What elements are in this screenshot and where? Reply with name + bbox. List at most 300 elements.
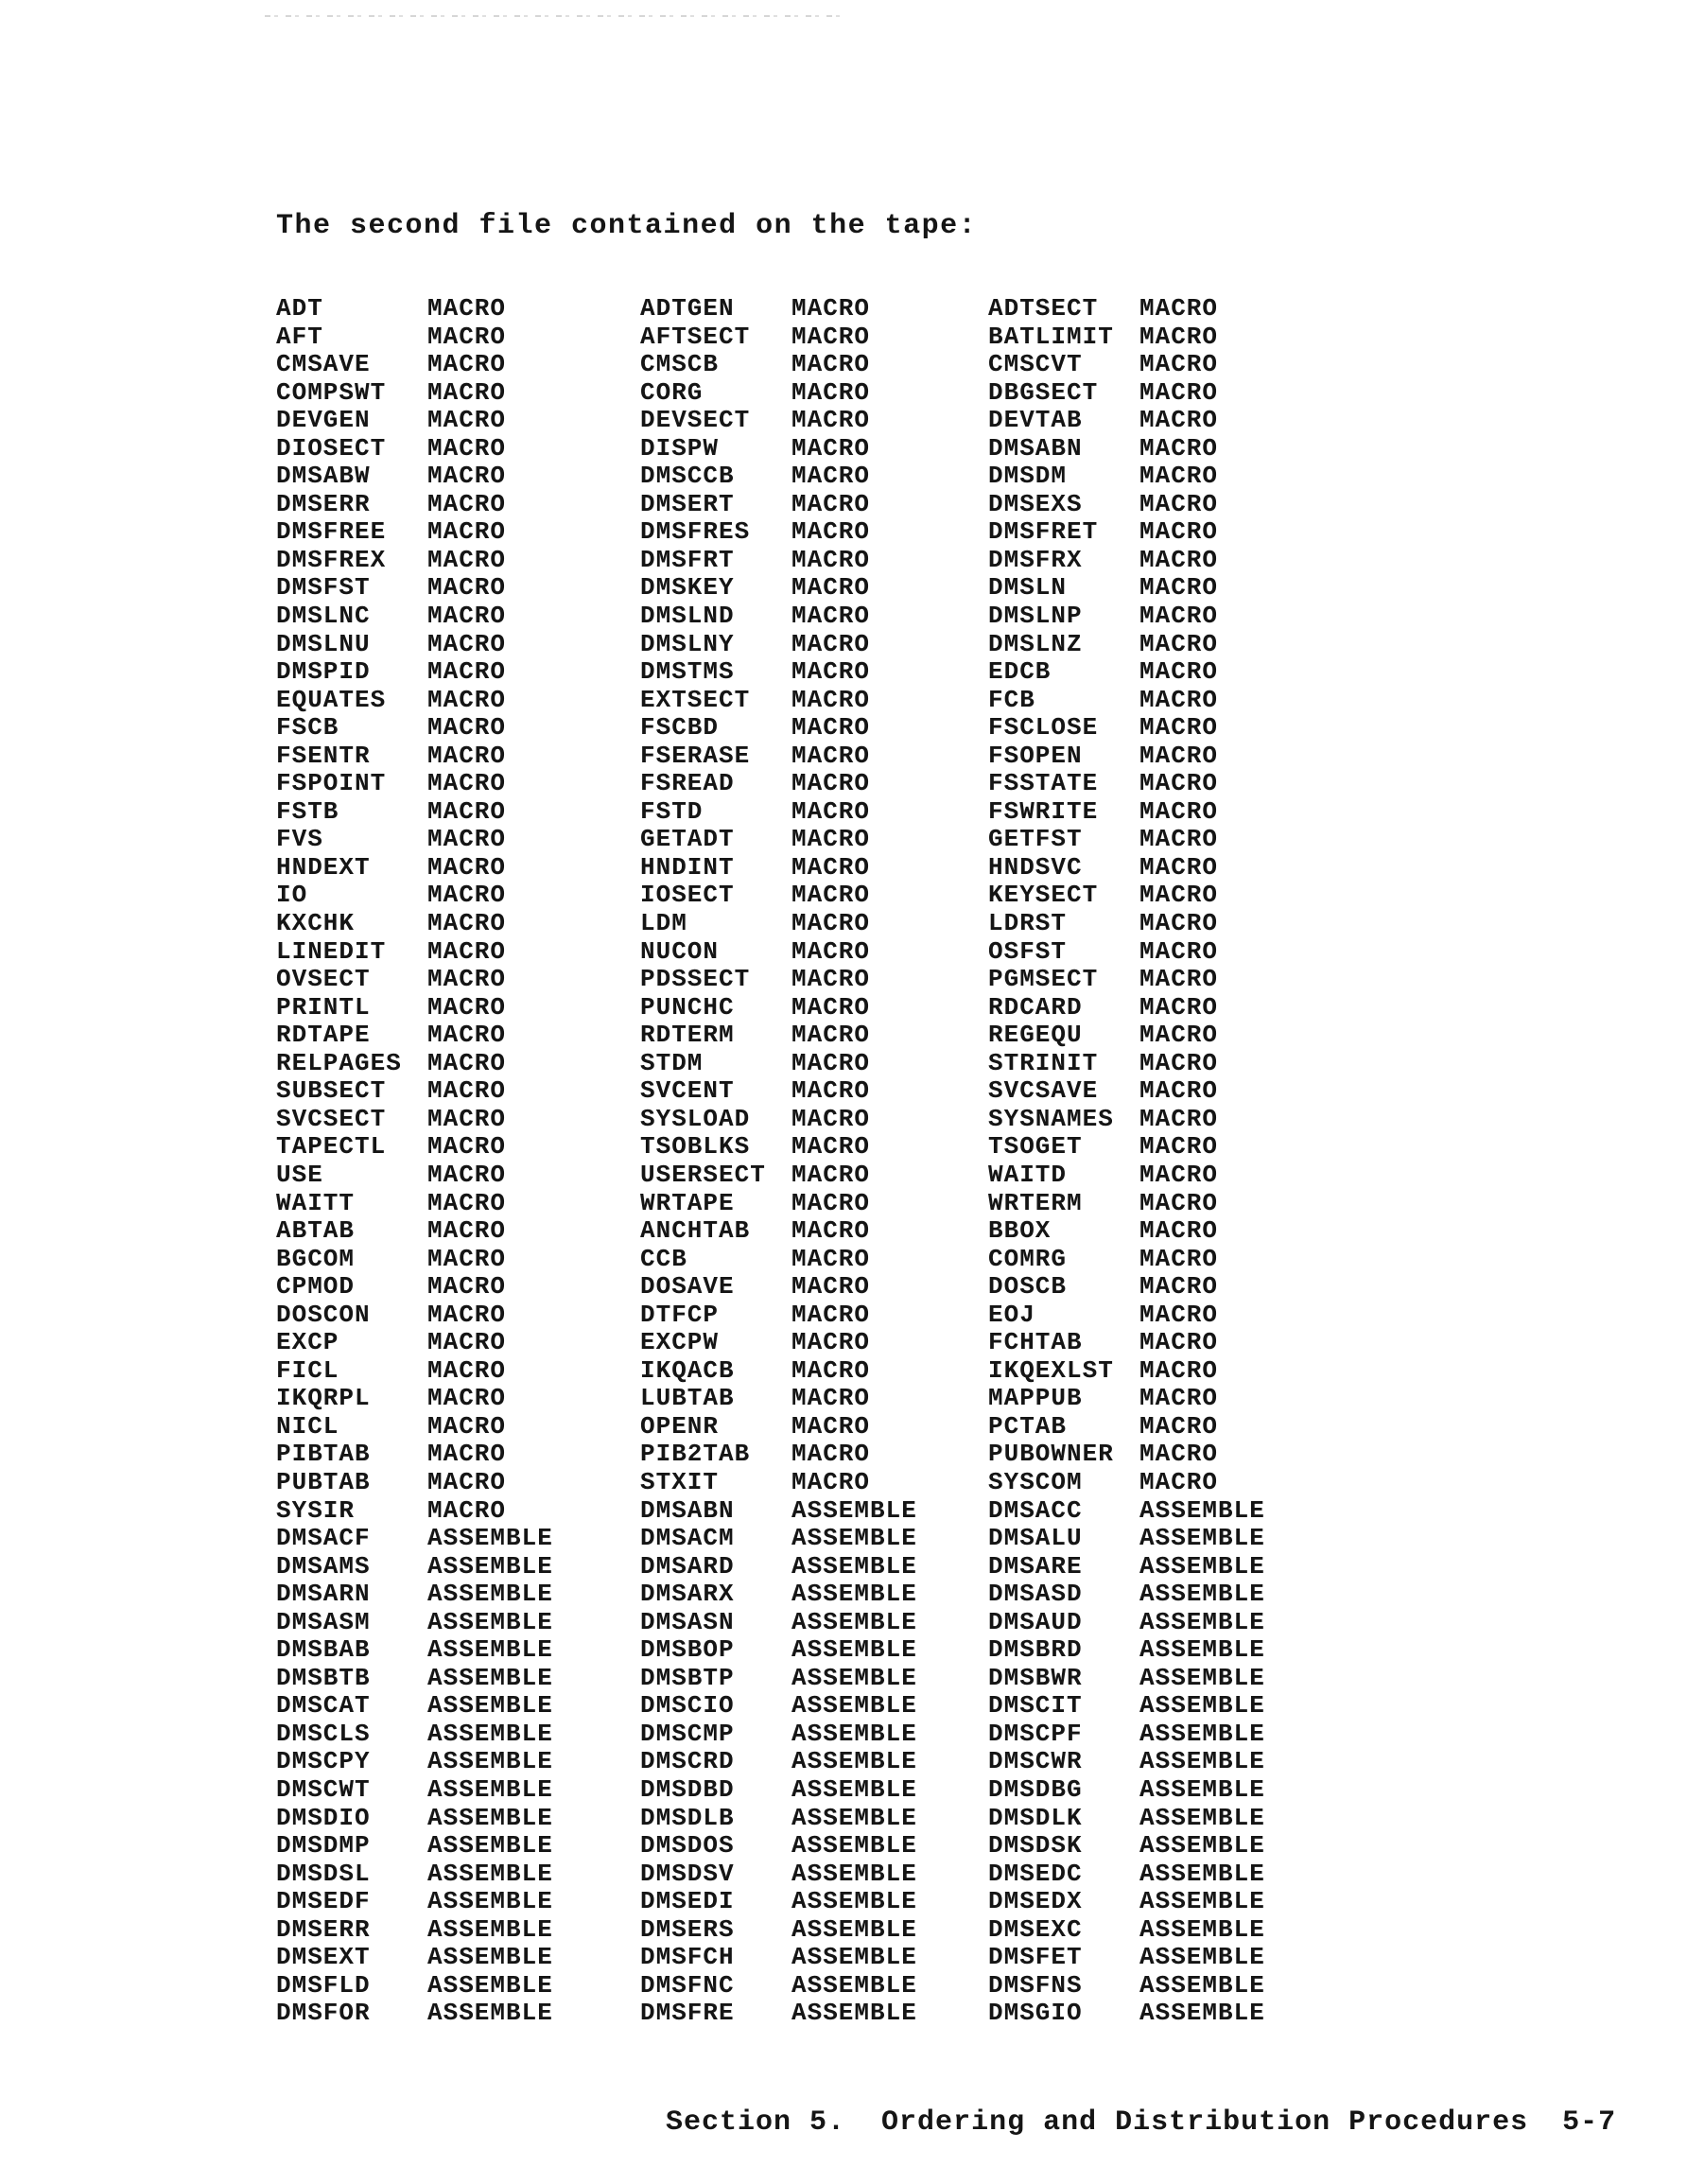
- file-type-cell: MACRO: [791, 1160, 871, 1189]
- file-name-cell: CPMOD: [276, 1272, 356, 1302]
- file-type-cell: MACRO: [427, 1328, 507, 1357]
- file-name-cell: DMSCMP: [640, 1719, 735, 1748]
- file-name-cell: EDCB: [988, 657, 1052, 687]
- file-name-cell: DBGSECT: [988, 377, 1099, 407]
- file-name-cell: DMSTMS: [640, 657, 735, 687]
- file-type-cell: MACRO: [1139, 1104, 1219, 1133]
- file-name-cell: SYSLOAD: [640, 1104, 751, 1133]
- file-type-cell: ASSEMBLE: [791, 1859, 917, 1888]
- file-name-cell: PUNCHC: [640, 992, 735, 1022]
- file-type-cell: MACRO: [791, 852, 871, 882]
- file-name-cell: DMSDMP: [276, 1831, 371, 1861]
- file-type-cell: MACRO: [427, 489, 507, 518]
- file-type-cell: ASSEMBLE: [427, 1970, 553, 2000]
- file-name-cell: TSOBLKS: [640, 1132, 751, 1162]
- file-name-cell: BATLIMIT: [988, 322, 1114, 351]
- file-type-cell: MACRO: [1139, 881, 1219, 910]
- file-type-cell: MACRO: [791, 769, 871, 798]
- file-type-cell: ASSEMBLE: [427, 1691, 553, 1721]
- file-name-cell: FSENTR: [276, 741, 371, 770]
- file-name-cell: DMSFNC: [640, 1970, 735, 2000]
- file-listing-table: [276, 295, 1316, 2028]
- file-name-cell: KXCHK: [276, 909, 356, 938]
- file-name-cell: DMSDLK: [988, 1803, 1083, 1832]
- file-type-cell: ASSEMBLE: [427, 1747, 553, 1776]
- file-name-cell: DMSEDF: [276, 1887, 371, 1916]
- file-type-cell: MACRO: [791, 1021, 871, 1050]
- file-name-cell: DMSFST: [276, 573, 371, 603]
- file-name-cell: DMSALU: [988, 1524, 1083, 1553]
- file-type-cell: MACRO: [427, 1300, 507, 1329]
- file-type-cell: MACRO: [1139, 796, 1219, 826]
- file-name-cell: DMSKEY: [640, 573, 735, 603]
- file-name-cell: DMSEXC: [988, 1914, 1083, 1944]
- file-type-cell: MACRO: [791, 936, 871, 966]
- file-name-cell: DMSEXT: [276, 1943, 371, 1972]
- file-type-cell: MACRO: [791, 1188, 871, 1217]
- file-name-cell: DMSFCH: [640, 1943, 735, 1972]
- file-name-cell: SYSCOM: [988, 1467, 1083, 1496]
- file-name-cell: DMSLNY: [640, 629, 735, 658]
- file-type-cell: MACRO: [427, 1160, 507, 1189]
- file-name-cell: DMSDSL: [276, 1859, 371, 1888]
- file-name-cell: REGEQU: [988, 1021, 1083, 1050]
- file-type-cell: MACRO: [791, 1328, 871, 1357]
- file-name-cell: PRINTL: [276, 992, 371, 1022]
- file-type-cell: ASSEMBLE: [1139, 1970, 1265, 2000]
- file-type-cell: MACRO: [1139, 629, 1219, 658]
- file-name-cell: DMSACM: [640, 1524, 735, 1553]
- file-type-cell: ASSEMBLE: [1139, 1580, 1265, 1609]
- file-name-cell: STDM: [640, 1048, 704, 1077]
- file-name-cell: CORG: [640, 377, 704, 407]
- file-name-cell: LUBTAB: [640, 1384, 735, 1413]
- file-name-cell: DMSDLB: [640, 1803, 735, 1832]
- file-type-cell: MACRO: [1139, 462, 1219, 491]
- file-type-cell: MACRO: [1139, 294, 1219, 323]
- file-name-cell: DMSASD: [988, 1580, 1083, 1609]
- file-name-cell: DMSARE: [988, 1551, 1083, 1581]
- file-name-cell: SYSIR: [276, 1495, 356, 1525]
- file-type-cell: MACRO: [427, 1048, 507, 1077]
- file-name-cell: DMSABW: [276, 462, 371, 491]
- file-type-cell: ASSEMBLE: [791, 1774, 917, 1804]
- file-type-cell: ASSEMBLE: [1139, 1719, 1265, 1748]
- file-type-cell: MACRO: [427, 992, 507, 1022]
- file-type-cell: MACRO: [427, 1384, 507, 1413]
- file-name-cell: SVCENT: [640, 1076, 735, 1106]
- file-type-cell: ASSEMBLE: [1139, 1495, 1265, 1525]
- file-name-cell: DMSFLD: [276, 1970, 371, 2000]
- file-name-cell: IO: [276, 881, 308, 910]
- file-name-cell: DOSCON: [276, 1300, 371, 1329]
- file-name-cell: DMSFRE: [640, 1999, 735, 2028]
- footer-page-number: 5-7: [1562, 2106, 1617, 2139]
- file-name-cell: HNDINT: [640, 852, 735, 882]
- file-name-cell: OVSECT: [276, 965, 371, 994]
- file-name-cell: CCB: [640, 1244, 687, 1273]
- file-type-cell: MACRO: [427, 1021, 507, 1050]
- file-name-cell: DMSCLS: [276, 1719, 371, 1748]
- file-type-cell: MACRO: [1139, 406, 1219, 435]
- file-name-cell: CMSAVE: [276, 350, 371, 379]
- file-name-cell: EXTSECT: [640, 685, 751, 714]
- file-type-cell: MACRO: [427, 1440, 507, 1469]
- file-type-cell: ASSEMBLE: [791, 1747, 917, 1776]
- file-name-cell: RDTERM: [640, 1021, 735, 1050]
- file-type-cell: ASSEMBLE: [1139, 1803, 1265, 1832]
- file-name-cell: DMSDIO: [276, 1803, 371, 1832]
- file-type-cell: MACRO: [791, 1244, 871, 1273]
- file-name-cell: DMSABN: [988, 433, 1083, 463]
- file-type-cell: ASSEMBLE: [427, 1774, 553, 1804]
- file-type-cell: MACRO: [1139, 1467, 1219, 1496]
- file-type-cell: ASSEMBLE: [427, 1524, 553, 1553]
- file-name-cell: FSCLOSE: [988, 713, 1099, 743]
- file-type-cell: MACRO: [427, 1272, 507, 1302]
- file-type-cell: MACRO: [427, 462, 507, 491]
- file-type-cell: MACRO: [1139, 992, 1219, 1022]
- file-name-cell: DMSBOP: [640, 1635, 735, 1665]
- file-name-cell: DMSACC: [988, 1495, 1083, 1525]
- file-type-cell: MACRO: [427, 602, 507, 631]
- file-type-cell: MACRO: [427, 1076, 507, 1106]
- file-name-cell: DMSCCB: [640, 462, 735, 491]
- file-type-cell: MACRO: [1139, 573, 1219, 603]
- file-type-cell: MACRO: [427, 350, 507, 379]
- file-name-cell: DISPW: [640, 433, 720, 463]
- file-type-cell: ASSEMBLE: [427, 1831, 553, 1861]
- file-type-cell: ASSEMBLE: [1139, 1887, 1265, 1916]
- file-type-cell: ASSEMBLE: [427, 1887, 553, 1916]
- file-name-cell: EXCP: [276, 1328, 339, 1357]
- file-type-cell: ASSEMBLE: [427, 1859, 553, 1888]
- file-type-cell: MACRO: [427, 657, 507, 687]
- file-name-cell: CMSCVT: [988, 350, 1083, 379]
- file-name-cell: RDCARD: [988, 992, 1083, 1022]
- file-type-cell: MACRO: [791, 350, 871, 379]
- file-name-cell: DMSCPY: [276, 1747, 371, 1776]
- file-name-cell: DMSEDC: [988, 1859, 1083, 1888]
- file-type-cell: MACRO: [427, 852, 507, 882]
- file-type-cell: MACRO: [1139, 713, 1219, 743]
- file-name-cell: STXIT: [640, 1467, 720, 1496]
- file-name-cell: DMSFREX: [276, 545, 387, 574]
- file-type-cell: MACRO: [1139, 936, 1219, 966]
- file-name-cell: EXCPW: [640, 1328, 720, 1357]
- file-type-cell: ASSEMBLE: [791, 1887, 917, 1916]
- file-name-cell: USERSECT: [640, 1160, 766, 1189]
- file-type-cell: MACRO: [791, 573, 871, 603]
- file-type-cell: MACRO: [427, 713, 507, 743]
- file-name-cell: FSREAD: [640, 769, 735, 798]
- file-type-cell: MACRO: [427, 1216, 507, 1246]
- file-type-cell: MACRO: [427, 545, 507, 574]
- file-type-cell: MACRO: [791, 1384, 871, 1413]
- file-name-cell: DMSLNZ: [988, 629, 1083, 658]
- file-type-cell: MACRO: [791, 433, 871, 463]
- file-type-cell: MACRO: [427, 629, 507, 658]
- file-name-cell: DMSPID: [276, 657, 371, 687]
- file-name-cell: DMSGIO: [988, 1999, 1083, 2028]
- file-type-cell: ASSEMBLE: [427, 1551, 553, 1581]
- file-name-cell: WAITT: [276, 1188, 356, 1217]
- file-type-cell: MACRO: [1139, 433, 1219, 463]
- file-type-cell: ASSEMBLE: [1139, 1635, 1265, 1665]
- file-type-cell: ASSEMBLE: [1139, 1943, 1265, 1972]
- file-type-cell: ASSEMBLE: [791, 1551, 917, 1581]
- file-type-cell: MACRO: [791, 1104, 871, 1133]
- file-type-cell: ASSEMBLE: [427, 1999, 553, 2028]
- file-type-cell: MACRO: [1139, 1272, 1219, 1302]
- file-name-cell: DMSFRET: [988, 517, 1099, 547]
- file-type-cell: ASSEMBLE: [1139, 1551, 1265, 1581]
- file-type-cell: MACRO: [1139, 852, 1219, 882]
- file-type-cell: MACRO: [791, 657, 871, 687]
- file-name-cell: DMSBRD: [988, 1635, 1083, 1665]
- footer-section-title: Section 5. Ordering and Distribution Procedures: [666, 2106, 1529, 2139]
- file-name-cell: DEVSECT: [640, 406, 751, 435]
- file-type-cell: ASSEMBLE: [427, 1635, 553, 1665]
- file-type-cell: MACRO: [791, 545, 871, 574]
- file-type-cell: MACRO: [427, 685, 507, 714]
- file-type-cell: ASSEMBLE: [791, 1691, 917, 1721]
- file-name-cell: DMSBTP: [640, 1663, 735, 1692]
- file-type-cell: MACRO: [791, 1300, 871, 1329]
- file-name-cell: DMSARX: [640, 1580, 735, 1609]
- file-name-cell: ADT: [276, 294, 323, 323]
- file-name-cell: DMSCWT: [276, 1774, 371, 1804]
- file-name-cell: KEYSECT: [988, 881, 1099, 910]
- file-name-cell: LDRST: [988, 909, 1068, 938]
- file-name-cell: DTFCP: [640, 1300, 720, 1329]
- file-type-cell: MACRO: [791, 685, 871, 714]
- file-type-cell: MACRO: [791, 517, 871, 547]
- file-type-cell: MACRO: [791, 825, 871, 854]
- file-name-cell: DMSAUD: [988, 1607, 1083, 1636]
- file-type-cell: MACRO: [1139, 657, 1219, 687]
- page-footer: [594, 2074, 1616, 2171]
- file-name-cell: DMSCIT: [988, 1691, 1083, 1721]
- file-name-cell: LDM: [640, 909, 687, 938]
- file-type-cell: MACRO: [1139, 769, 1219, 798]
- file-type-cell: ASSEMBLE: [1139, 1914, 1265, 1944]
- file-name-cell: FSWRITE: [988, 796, 1099, 826]
- file-name-cell: PUBTAB: [276, 1467, 371, 1496]
- file-name-cell: HNDEXT: [276, 852, 371, 882]
- file-type-cell: MACRO: [791, 1411, 871, 1441]
- file-name-cell: DMSLNU: [276, 629, 371, 658]
- file-type-cell: MACRO: [427, 909, 507, 938]
- file-type-cell: MACRO: [427, 1244, 507, 1273]
- file-name-cell: DMSARN: [276, 1580, 371, 1609]
- file-name-cell: DMSERT: [640, 489, 735, 518]
- file-type-cell: MACRO: [1139, 602, 1219, 631]
- file-name-cell: SUBSECT: [276, 1076, 387, 1106]
- file-type-cell: MACRO: [791, 294, 871, 323]
- file-name-cell: DEVTAB: [988, 406, 1083, 435]
- file-name-cell: FCB: [988, 685, 1035, 714]
- file-type-cell: ASSEMBLE: [427, 1663, 553, 1692]
- file-name-cell: LINEDIT: [276, 936, 387, 966]
- file-type-cell: MACRO: [1139, 1160, 1219, 1189]
- file-type-cell: ASSEMBLE: [791, 1943, 917, 1972]
- file-name-cell: DMSCRD: [640, 1747, 735, 1776]
- file-type-cell: MACRO: [791, 602, 871, 631]
- file-type-cell: MACRO: [791, 462, 871, 491]
- file-type-cell: MACRO: [791, 965, 871, 994]
- file-type-cell: MACRO: [791, 1440, 871, 1469]
- file-type-cell: MACRO: [427, 322, 507, 351]
- file-name-cell: NUCON: [640, 936, 720, 966]
- file-name-cell: DMSAMS: [276, 1551, 371, 1581]
- file-name-cell: TAPECTL: [276, 1132, 387, 1162]
- file-type-cell: MACRO: [427, 433, 507, 463]
- file-type-cell: ASSEMBLE: [791, 1970, 917, 2000]
- file-type-cell: MACRO: [791, 909, 871, 938]
- file-type-cell: MACRO: [1139, 1411, 1219, 1441]
- file-type-cell: MACRO: [791, 1048, 871, 1077]
- file-name-cell: HNDSVC: [988, 852, 1083, 882]
- file-name-cell: PIBTAB: [276, 1440, 371, 1469]
- file-type-cell: ASSEMBLE: [1139, 1774, 1265, 1804]
- file-name-cell: EQUATES: [276, 685, 387, 714]
- file-name-cell: DMSFOR: [276, 1999, 371, 2028]
- file-type-cell: MACRO: [1139, 685, 1219, 714]
- file-name-cell: TSOGET: [988, 1132, 1083, 1162]
- file-type-cell: ASSEMBLE: [791, 1495, 917, 1525]
- file-name-cell: DMSFRT: [640, 545, 735, 574]
- file-name-cell: PCTAB: [988, 1411, 1068, 1441]
- file-name-cell: DMSCWR: [988, 1747, 1083, 1776]
- file-name-cell: DMSARD: [640, 1551, 735, 1581]
- file-type-cell: MACRO: [791, 741, 871, 770]
- file-type-cell: MACRO: [791, 377, 871, 407]
- file-name-cell: ABTAB: [276, 1216, 356, 1246]
- file-name-cell: DMSLND: [640, 602, 735, 631]
- file-name-cell: DMSABN: [640, 1495, 735, 1525]
- file-name-cell: DMSFRES: [640, 517, 751, 547]
- file-name-cell: DMSLNC: [276, 602, 371, 631]
- file-name-cell: GETADT: [640, 825, 735, 854]
- file-type-cell: MACRO: [1139, 322, 1219, 351]
- file-name-cell: EOJ: [988, 1300, 1035, 1329]
- file-type-cell: MACRO: [1139, 1300, 1219, 1329]
- file-name-cell: SYSNAMES: [988, 1104, 1114, 1133]
- file-type-cell: MACRO: [1139, 1328, 1219, 1357]
- file-type-cell: ASSEMBLE: [791, 1580, 917, 1609]
- file-name-cell: IKQACB: [640, 1355, 735, 1385]
- file-type-cell: ASSEMBLE: [1139, 1859, 1265, 1888]
- file-type-cell: ASSEMBLE: [427, 1943, 553, 1972]
- file-name-cell: DMSFRX: [988, 545, 1083, 574]
- file-name-cell: DMSFNS: [988, 1970, 1083, 2000]
- file-type-cell: MACRO: [427, 965, 507, 994]
- file-type-cell: MACRO: [427, 1355, 507, 1385]
- file-type-cell: MACRO: [791, 992, 871, 1022]
- file-name-cell: DMSDM: [988, 462, 1068, 491]
- file-name-cell: RELPAGES: [276, 1048, 402, 1077]
- file-name-cell: RDTAPE: [276, 1021, 371, 1050]
- file-name-cell: MAPPUB: [988, 1384, 1083, 1413]
- file-type-cell: MACRO: [791, 322, 871, 351]
- file-name-cell: WAITD: [988, 1160, 1068, 1189]
- file-name-cell: WRTAPE: [640, 1188, 735, 1217]
- file-name-cell: FSERASE: [640, 741, 751, 770]
- file-name-cell: PDSSECT: [640, 965, 751, 994]
- file-type-cell: MACRO: [1139, 1048, 1219, 1077]
- file-type-cell: ASSEMBLE: [1139, 1747, 1265, 1776]
- file-name-cell: DMSERR: [276, 489, 371, 518]
- file-name-cell: BBOX: [988, 1216, 1052, 1246]
- file-name-cell: BGCOM: [276, 1244, 356, 1273]
- file-type-cell: MACRO: [791, 489, 871, 518]
- file-name-cell: IKQRPL: [276, 1384, 371, 1413]
- file-type-cell: MACRO: [427, 881, 507, 910]
- file-name-cell: DMSLN: [988, 573, 1068, 603]
- file-type-cell: MACRO: [427, 517, 507, 547]
- file-name-cell: DMSBWR: [988, 1663, 1083, 1692]
- file-name-cell: FSCB: [276, 713, 339, 743]
- file-type-cell: MACRO: [427, 294, 507, 323]
- file-type-cell: MACRO: [427, 936, 507, 966]
- file-name-cell: PIB2TAB: [640, 1440, 751, 1469]
- file-type-cell: ASSEMBLE: [427, 1580, 553, 1609]
- file-name-cell: DMSERS: [640, 1914, 735, 1944]
- file-type-cell: MACRO: [791, 1467, 871, 1496]
- file-type-cell: MACRO: [427, 1467, 507, 1496]
- file-type-cell: ASSEMBLE: [427, 1719, 553, 1748]
- file-name-cell: DMSEXS: [988, 489, 1083, 518]
- file-name-cell: DMSDBD: [640, 1774, 735, 1804]
- file-type-cell: MACRO: [427, 1188, 507, 1217]
- file-type-cell: MACRO: [427, 769, 507, 798]
- file-name-cell: COMPSWT: [276, 377, 387, 407]
- file-name-cell: USE: [276, 1160, 323, 1189]
- file-name-cell: FSPOINT: [276, 769, 387, 798]
- file-name-cell: DMSBTB: [276, 1663, 371, 1692]
- file-name-cell: DMSCIO: [640, 1691, 735, 1721]
- file-type-cell: MACRO: [791, 1216, 871, 1246]
- file-type-cell: MACRO: [1139, 1076, 1219, 1106]
- file-type-cell: ASSEMBLE: [427, 1803, 553, 1832]
- file-type-cell: ASSEMBLE: [791, 1719, 917, 1748]
- file-name-cell: OPENR: [640, 1411, 720, 1441]
- file-name-cell: OSFST: [988, 936, 1068, 966]
- file-type-cell: ASSEMBLE: [1139, 1691, 1265, 1721]
- file-name-cell: DOSCB: [988, 1272, 1068, 1302]
- file-type-cell: ASSEMBLE: [791, 1635, 917, 1665]
- file-name-cell: DOSAVE: [640, 1272, 735, 1302]
- file-name-cell: STRINIT: [988, 1048, 1099, 1077]
- file-type-cell: MACRO: [1139, 489, 1219, 518]
- file-name-cell: DMSCAT: [276, 1691, 371, 1721]
- file-name-cell: FICL: [276, 1355, 339, 1385]
- file-name-cell: FCHTAB: [988, 1328, 1083, 1357]
- file-type-cell: ASSEMBLE: [791, 1803, 917, 1832]
- file-type-cell: MACRO: [1139, 377, 1219, 407]
- file-name-cell: DMSBAB: [276, 1635, 371, 1665]
- file-name-cell: AFT: [276, 322, 323, 351]
- file-type-cell: ASSEMBLE: [791, 1524, 917, 1553]
- file-type-cell: MACRO: [1139, 965, 1219, 994]
- file-name-cell: PGMSECT: [988, 965, 1099, 994]
- file-name-cell: WRTERM: [988, 1188, 1083, 1217]
- file-type-cell: MACRO: [427, 1495, 507, 1525]
- file-type-cell: MACRO: [1139, 517, 1219, 547]
- file-name-cell: DMSASN: [640, 1607, 735, 1636]
- file-type-cell: MACRO: [427, 406, 507, 435]
